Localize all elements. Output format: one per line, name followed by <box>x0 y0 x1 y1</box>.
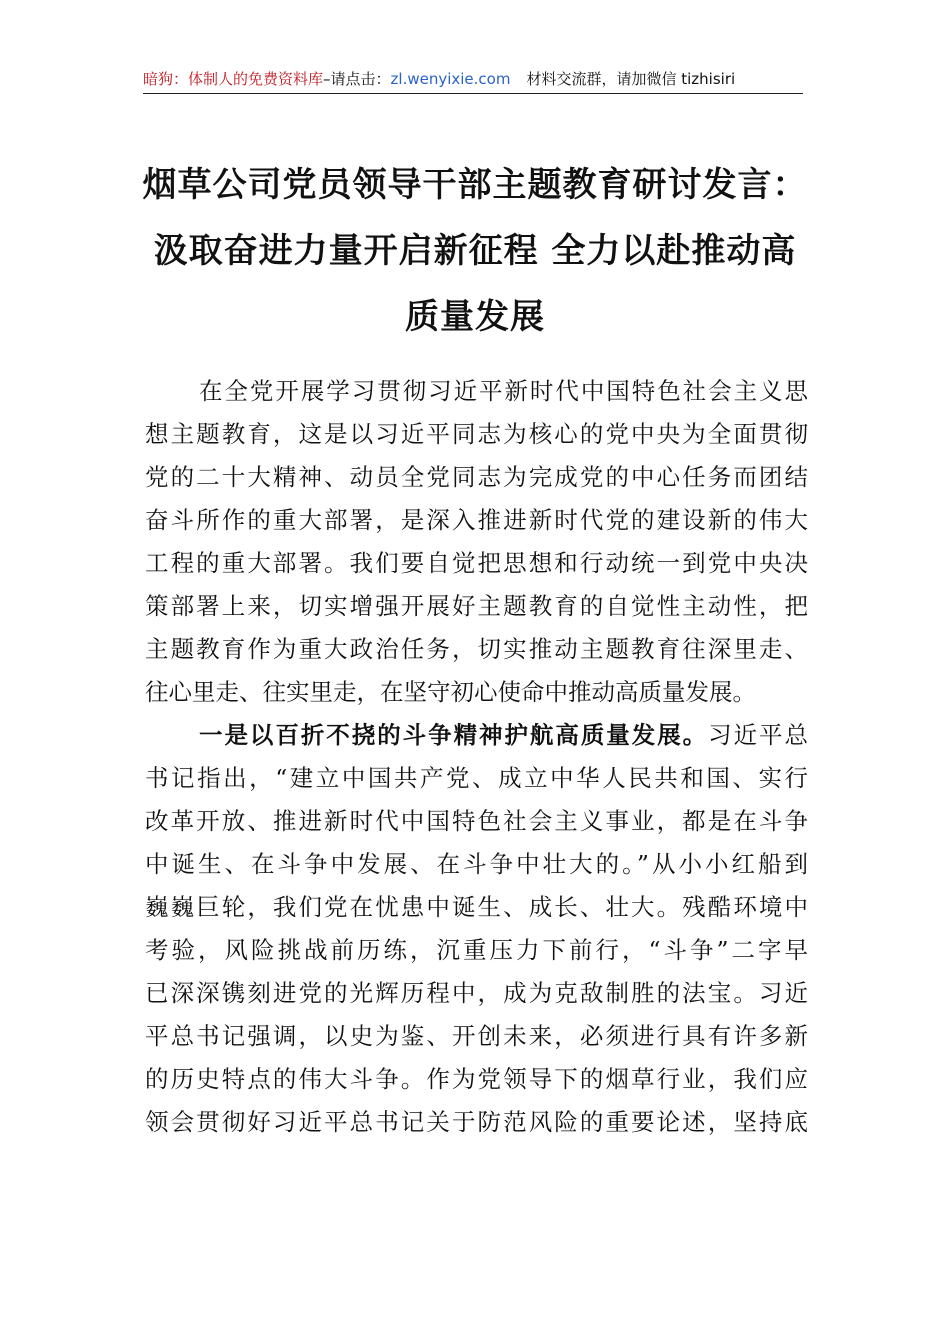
text-line: 中诞生、在斗争中发展、在斗争中壮大的。”从小小红船到 <box>145 850 808 878</box>
text-line: 已深深镌刻进党的光辉历程中，成为克敌制胜的法宝。习近 <box>145 979 808 1007</box>
text-line: 的历史特点的伟大斗争。作为党领导下的烟草行业，我们应 <box>145 1065 808 1093</box>
text-line: 巍巍巨轮，我们党在忧患中诞生、成长、壮大。残酷环境中 <box>145 893 808 921</box>
bold-lead: 一是以百折不挠的斗争精神护航高质量发展。 <box>199 721 709 749</box>
text-line <box>145 714 808 757</box>
header-wechat-note: 材料交流群，请加微信 tizhisiri <box>526 70 736 88</box>
title-line: 汲取奋进力量开启新征程 全力以赴推动高 <box>153 231 797 271</box>
text-line: 在全党开展学习贯彻习近平新时代中国特色社会主义思 <box>199 377 808 405</box>
text-line: 党的二十大精神、动员全党同志为完成党的中心任务而团结 <box>145 463 808 491</box>
header-divider <box>143 93 803 94</box>
header-click-prompt: –请点击： <box>323 70 391 88</box>
header-link[interactable]: zl.wenyixie.com <box>390 70 511 88</box>
text-line: 改革开放、推进新时代中国特色社会主义事业，都是在斗争 <box>145 807 808 835</box>
paragraph-struggle <box>145 714 808 1144</box>
document-title <box>140 152 810 350</box>
text-line: 书记指出，“建立中国共产党、成立中华人民共和国、实行 <box>145 764 808 792</box>
header-brand[interactable]: 暗狗：体制人的免费资料库 <box>143 70 324 88</box>
page-header <box>143 68 803 92</box>
text-line: 主题教育作为重大政治任务，切实推动主题教育往深里走、 <box>145 635 808 663</box>
title-line: 质量发展 <box>405 297 545 337</box>
lead-rest: 习近平总 <box>708 721 809 749</box>
text-line: 考验，风险挑战前历练，沉重压力下前行，“斗争”二字早 <box>145 936 808 964</box>
text-line: 工程的重大部署。我们要自觉把思想和行动统一到党中央决 <box>145 549 808 577</box>
text-line: 平总书记强调，以史为鉴、开创未来，必须进行具有许多新 <box>145 1022 808 1050</box>
text-line: 策部署上来，切实增强开展好主题教育的自觉性主动性，把 <box>145 592 808 620</box>
title-line: 烟草公司党员领导干部主题教育研讨发言： <box>142 165 808 205</box>
document-body <box>145 370 808 1144</box>
text-line: 奋斗所作的重大部署，是深入推进新时代党的建设新的伟大 <box>145 506 808 534</box>
text-line: 往心里走、往实里走，在坚守初心使命中推动高质量发展。 <box>145 678 756 706</box>
paragraph-intro <box>145 370 808 714</box>
text-line: 领会贯彻好习近平总书记关于防范风险的重要论述，坚持底 <box>145 1108 808 1136</box>
text-line: 想主题教育，这是以习近平同志为核心的党中央为全面贯彻 <box>145 420 808 448</box>
